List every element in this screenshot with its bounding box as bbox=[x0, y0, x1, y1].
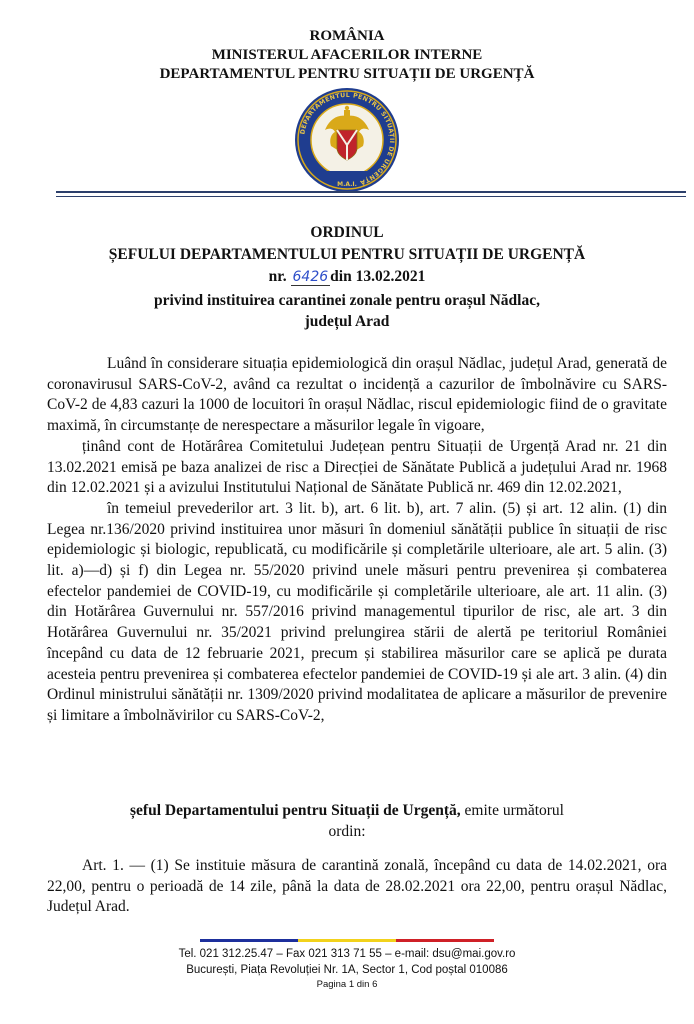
footer-address: București, Piața Revoluției Nr. 1A, Sector 1, Cod poștal 010086 bbox=[186, 964, 508, 976]
flag-stripe-yellow bbox=[298, 939, 396, 942]
emits-ordin: ordin: bbox=[328, 823, 366, 840]
article-1 bbox=[47, 856, 667, 918]
crest-ring-text bbox=[293, 86, 401, 194]
order-subject: privind instituirea carantinei zonale pentru orașul Nădlac, bbox=[154, 292, 540, 309]
preamble bbox=[47, 354, 667, 727]
header-department: DEPARTAMENTUL PENTRU SITUAȚII DE URGENȚĂ bbox=[159, 66, 535, 82]
order-title: ORDINUL bbox=[310, 224, 384, 241]
paragraph-hotarare: ținând cont de Hotărârea Comitetului Județean pentru Situații de Urgență Arad nr. 21 din 13.02.2021 emisă pe baza analizei de risc a Direcției de Sănătate Publică a județului Arad nr. 1968 din 12.02.2021 și a avizului Institutului Național de Sănătate Publică nr. 469 din 12.02.2021, bbox=[47, 437, 667, 497]
flag-stripe-red bbox=[396, 939, 494, 942]
footer-page-number: Pagina 1 din 6 bbox=[316, 979, 378, 990]
emits-issuer: șeful Departamentului pentru Situații de Urgență, bbox=[130, 802, 461, 819]
header-country: ROMÂNIA bbox=[309, 28, 385, 44]
order-number-line bbox=[0, 268, 694, 286]
paragraph-legal-basis: în temeiul prevederilor art. 3 lit. b), art. 6 lit. b), art. 7 alin. (5) și art. 12 alin. (1) din Legea nr.136/2020 privind instituirea unor măsuri în domeniul sănătății publice în situații de risc epidemiologic și biologic, republicată, cu modificările și completările ulterioare, ale art. 5 alin. (3) lit. a)—d) și f) din Legea nr. 55/2020 privind unele măsuri pentru prevenirea și combaterea efectelor pandemiei de COVID-19, cu modificările și completările ulterioare, ale art. 11 alin. (3) din Hotărârea Guvernului nr. 557/2016 privind managementul tipurilor de risc, ale art. 3 din Hotărârea Guvernului nr. 35/2021 privind prelungirea stării de alertă pe teritoriul României începând cu data de 12 februarie 2021, precum și stabilirea măsurilor care se aplică pe durata acesteia pentru prevenirea și combaterea efectelor pandemiei de COVID-19 și ale art. 3 alin. (4) din Ordinul ministrului sănătății nr. 1309/2020 privind modalitatea de aplicare a măsurilor de prevenire și limitare a îmbolnăvirilor cu SARS-CoV-2, bbox=[47, 499, 667, 724]
flag-stripe-blue bbox=[200, 939, 298, 942]
header-ministry: MINISTERUL AFACERILOR INTERNE bbox=[211, 47, 483, 63]
header-rule bbox=[56, 191, 686, 193]
emits-line bbox=[0, 802, 694, 820]
paragraph-situation: Luând în considerare situația epidemiologică din orașul Nădlac, județul Arad, generată de coronavirusul SARS-CoV-2, având ca rezultat o incidență a cazurilor de îmbolnăvire cu SARS-CoV-2 de 4,83 cazuri la 1000 de locuitori în orașul Nădlac, riscul epidemiologic fiind de o gravitate maximă, în circumstanțe de nerespectare a măsurilor legale în vigoare, bbox=[47, 355, 667, 435]
emits-text: emite următorul bbox=[460, 802, 564, 819]
order-subject-county: județul Arad bbox=[304, 313, 390, 330]
svg-text:DEPARTAMENTUL PENTRU SITUAȚII: DEPARTAMENTUL PENTRU SITUAȚII DE URGENȚĂ bbox=[299, 91, 396, 186]
header-rule-thin bbox=[56, 196, 686, 197]
footer-contact: Tel. 021 312.25.47 – Fax 021 313 71 55 – e-mail: dsu@mai.gov.ro bbox=[178, 948, 516, 960]
article-1-text: (1) Se instituie măsura de carantină zonală, începând cu data de 14.02.2021, ora 22,00, pentru o perioadă de 14 zile, până la data de 28.02.2021 ora 22,00, pentru orașul Nădlac, Județul Arad. bbox=[47, 857, 667, 916]
order-issuer: ȘEFULUI DEPARTAMENTULUI PENTRU SITUAȚII DE URGENȚĂ bbox=[108, 246, 586, 263]
order-date: din 13.02.2021 bbox=[330, 268, 426, 285]
article-1-label: Art. 1. — bbox=[82, 857, 145, 874]
svg-text:M.A.I.: M.A.I. bbox=[337, 181, 357, 188]
order-number-handwritten: 6426 bbox=[292, 269, 329, 285]
order-number-prefix: nr. bbox=[268, 268, 287, 285]
